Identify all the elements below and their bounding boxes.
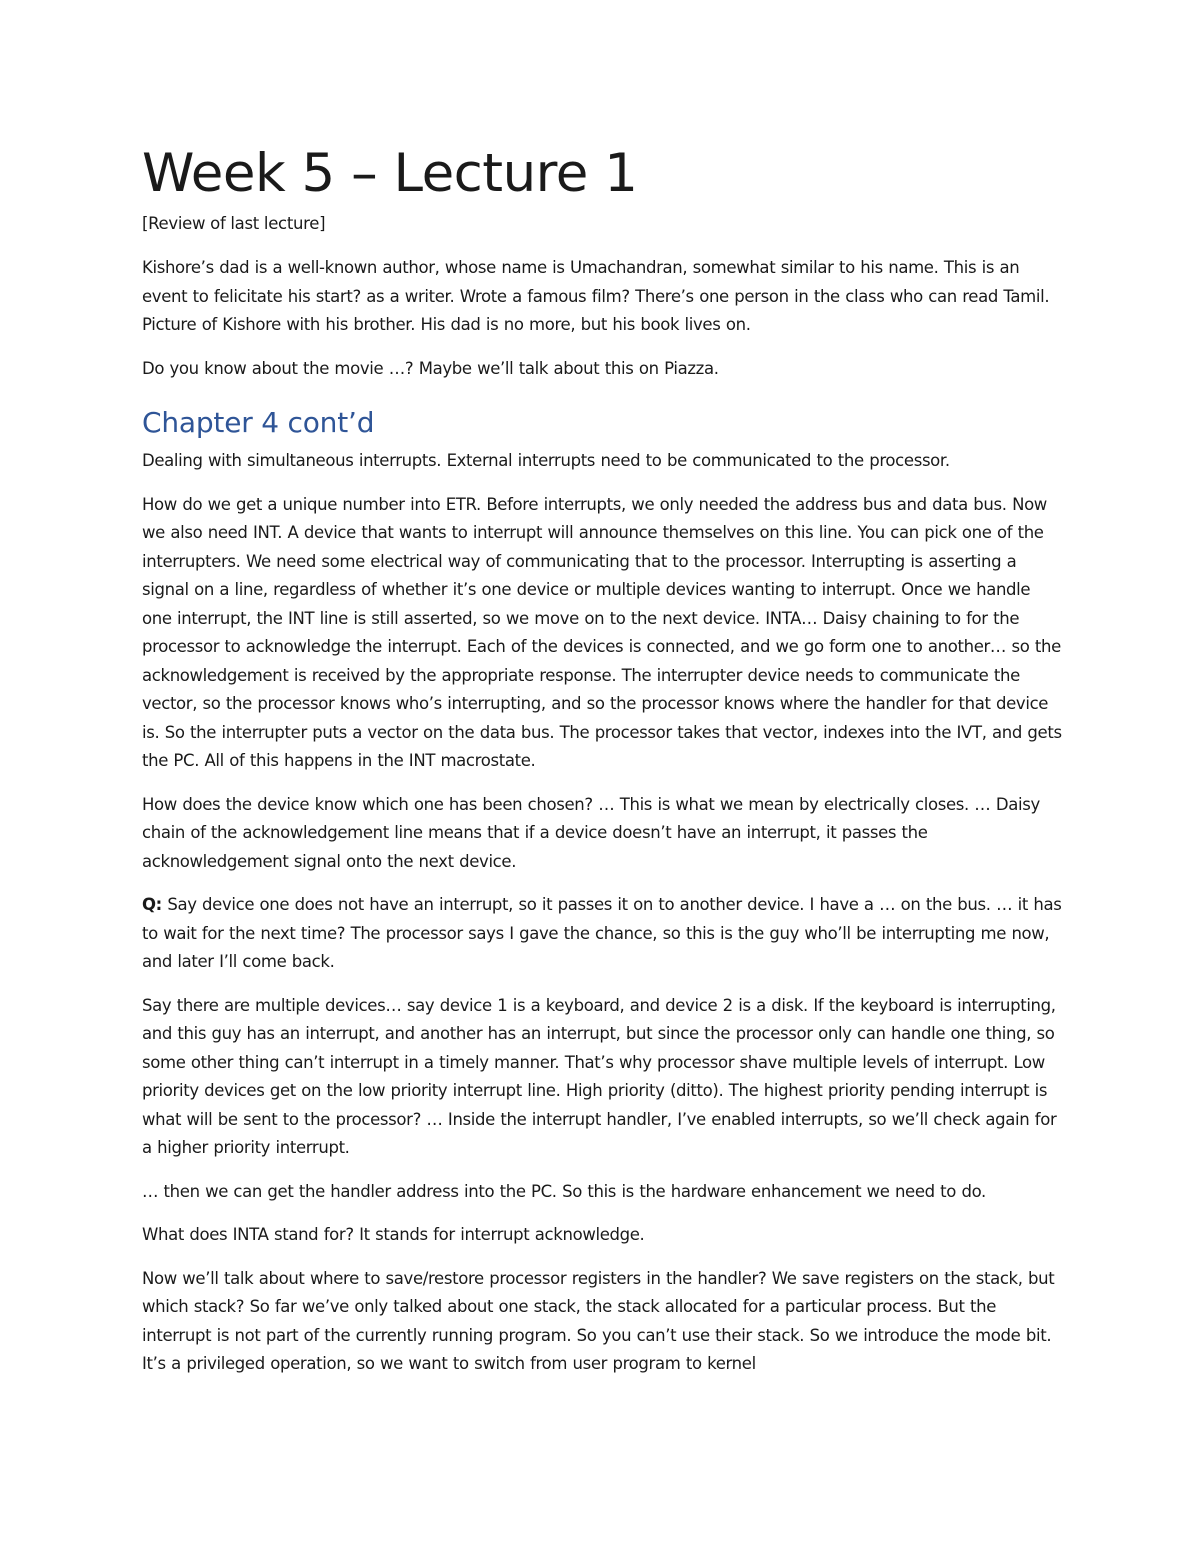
chapter-paragraph: Dealing with simultaneous interrupts. External interrupts need to be communicated to the processor. xyxy=(142,451,950,470)
closing-paragraph: … then we can get the handler address into the PC. So this is the hardware enhancement we need to do. xyxy=(142,1181,986,1201)
chapter-heading: Chapter 4 cont’d xyxy=(142,406,375,439)
question-paragraph xyxy=(142,891,1062,977)
chapter-paragraph: How do we get a unique number into ETR. Before interrupts, we only needed the address bus and data bus. Now we also need INT. A device that wants to interrupt will announce themselves on this line. You can pick one of the interrupters. We need some electrical way of communicating that to the processor. Interrupting is asserting a signal on a line, regardless of whether it’s one device or multiple devices wanting to interrupt. Once we handle one interrupt, the INT line is still asserted, so we move on to the next device. INTA… Daisy chaining to for the processor to acknowledge the interrupt. Each of the devices is connected, and we go form one to another… so the acknowledgement is received by the appropriate response. The interrupter device needs to communicate the vector, so the processor knows who’s interrupting, and so the processor knows where the handler for that device is. So the interrupter puts a vector on the data bus. The processor takes that vector, indexes into the IVT, and gets the PC. All of this happens in the INT macrostate. xyxy=(142,494,1062,770)
document-subtitle: [Review of last lecture] xyxy=(142,214,326,233)
document-title: Week 5 – Lecture 1 xyxy=(142,143,638,204)
intro-paragraph: Do you know about the movie …? Maybe we’ll talk about this on Piazza. xyxy=(142,358,719,378)
question-text: Say device one does not have an interrupt, so it passes it on to another device. I have a … on the bus. … it has to wait for the next time? The processor says I gave the chance, so this is the guy who’ll be interrupting me now, and later I’ll come back. xyxy=(142,895,1062,971)
closing-paragraph: What does INTA stand for? It stands for interrupt acknowledge. xyxy=(142,1225,645,1244)
closing-paragraph: Now we’ll talk about where to save/restore processor registers in the handler? We save registers on the stack, but which stack? So far we’ve only talked about one stack, the stack allocated for a particular process. But the interrupt is not part of the currently running program. So you can’t use their stack. So we introduce the mode bit. It’s a privileged operation, so we want to switch from user program to kernel xyxy=(142,1268,1055,1373)
document-body xyxy=(142,138,1062,1394)
intro-paragraph: Kishore’s dad is a well-known author, whose name is Umachandran, somewhat similar to his name. This is an event to felicitate his start? as a writer. Wrote a famous film? There’s one person in the class who can read Tamil. Picture of Kishore with his brother. His dad is no more, but his book lives on. xyxy=(142,258,1050,334)
question-label: Q: xyxy=(142,895,162,914)
chapter-paragraph: How does the device know which one has been chosen? … This is what we mean by electrically closes. … Daisy chain of the acknowledgement line means that if a device doesn’t have an interrupt, it passes the acknowledgement signal onto the next device. xyxy=(142,794,1040,871)
closing-paragraph: Say there are multiple devices… say device 1 is a keyboard, and device 2 is a disk. If the keyboard is interrupting, and this guy has an interrupt, and another has an interrupt, but since the processor only can handle one thing, so some other thing can’t interrupt in a timely manner. That’s why processor shave multiple levels of interrupt. Low priority devices get on the low priority interrupt line. High priority (ditto). The highest priority pending interrupt is what will be sent to the processor? … Inside the interrupt handler, I’ve enabled interrupts, so we’ll check again for a higher priority interrupt. xyxy=(142,995,1057,1157)
